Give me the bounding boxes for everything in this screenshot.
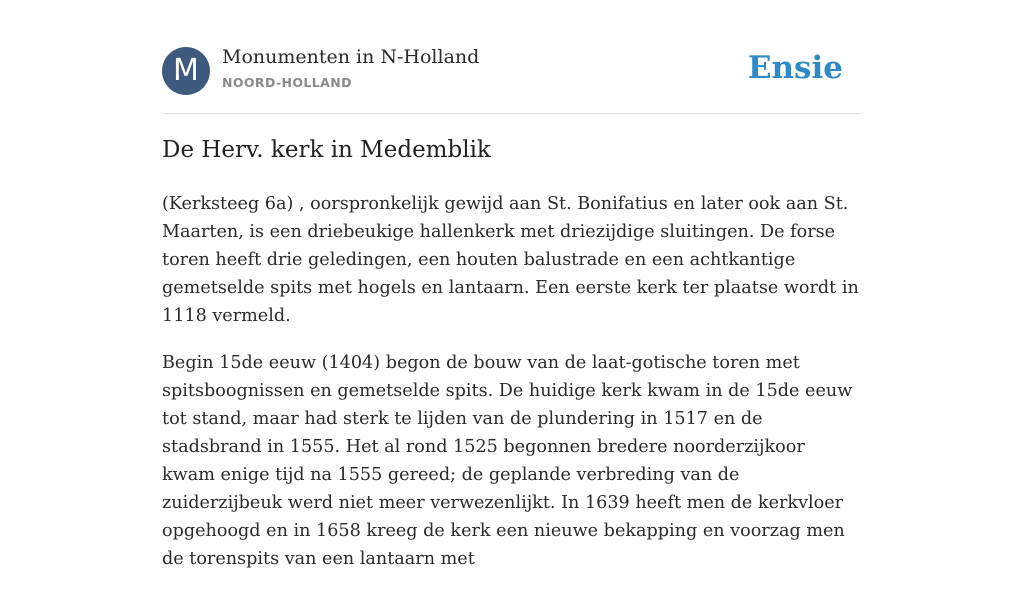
header-divider — [162, 113, 862, 114]
article-paragraph: Begin 15de eeuw (1404) begon de bouw van de laat-gotische toren met spitsboognissen en gemetselde spits. De huidige kerk kwam in de 15de eeuw tot stand, maar had sterk te lijden van de plundering in 1517 en de stadsbrand in 1555. Het al rond 1525 begonnen bredere noorderzijkoor kwam enige tijd na 1555 gereed; de geplande verbreding van de zuiderzijbeuk werd niet meer verwezenlijkt. In 1639 heeft men de kerkvloer opgehoogd en in 1658 kreeg de kerk een nieuwe bekapping en voorzag men de torenspits van een lantaarn met — [162, 353, 853, 569]
article-body — [162, 190, 862, 592]
author-header — [162, 46, 862, 96]
avatar[interactable]: M — [162, 47, 210, 95]
article-title: De Herv. kerk in Medemblik — [162, 137, 491, 163]
brand-logo[interactable]: Ensie — [747, 50, 843, 86]
author-subtitle: NOORD-HOLLAND — [222, 75, 352, 90]
author-name[interactable]: Monumenten in N-Holland — [222, 46, 480, 68]
article-paragraph: (Kerksteeg 6a) , oorspronkelijk gewijd aan St. Bonifatius en later ook aan St. Maarten, is een driebeukige hallenkerk met driezijdige sluitingen. De forse toren heeft drie geledingen, een houten balustrade en een achtkantige gemetselde spits met hogels en lantaarn. Een eerste kerk ter plaatse wordt in 1118 vermeld. — [162, 194, 859, 326]
